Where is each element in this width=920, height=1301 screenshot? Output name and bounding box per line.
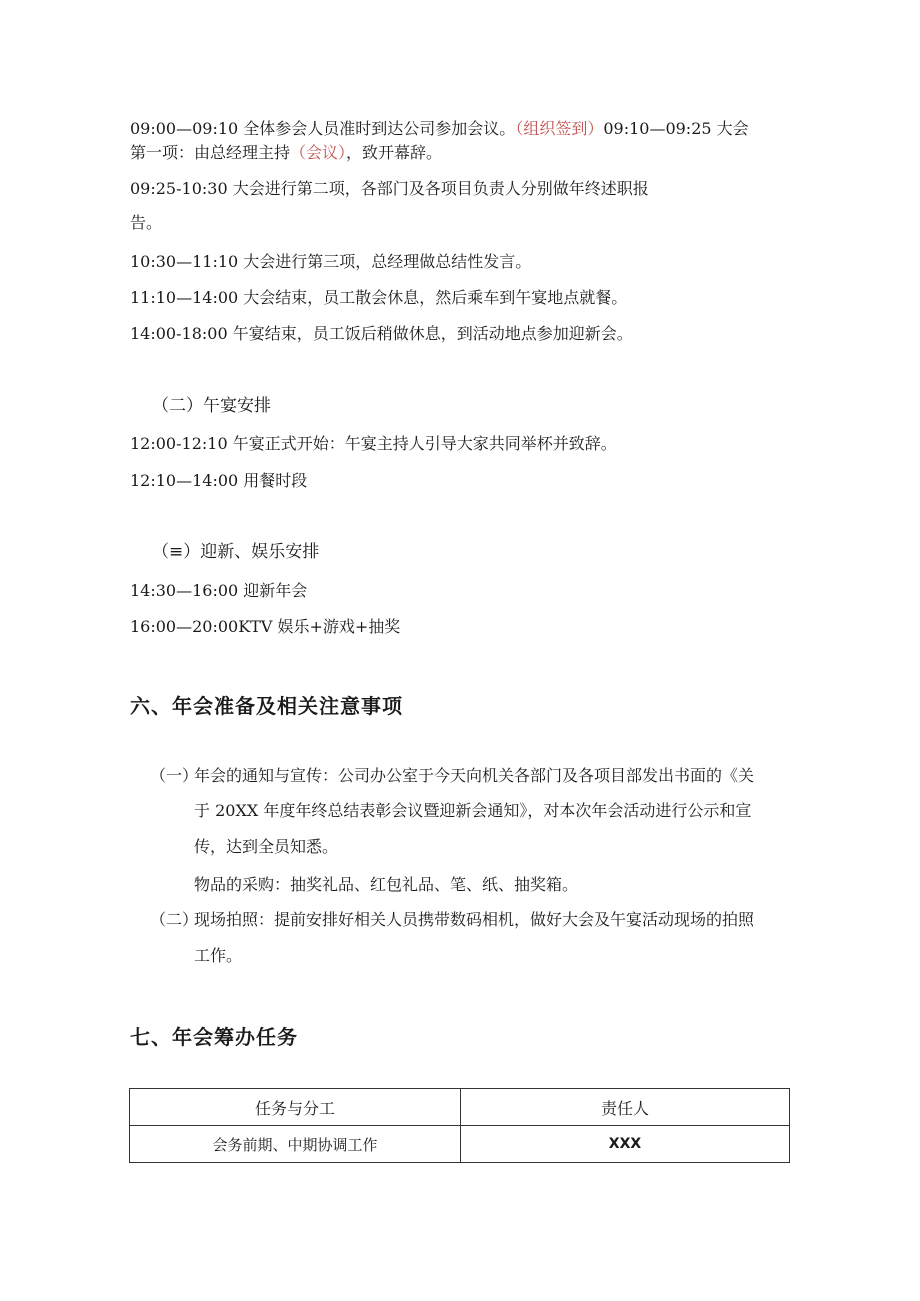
table-header-row (130, 1089, 790, 1126)
schedule-line-1: 09:00—09:10 全体参会人员准时到达公司参加会议。（组织签到）09:10—09:25 大会 (130, 119, 749, 138)
item-2-number: （二） (150, 910, 199, 929)
lunch-subheading: （二）午宴安排 (152, 396, 271, 416)
sign-in-note: （组织签到） (515, 119, 604, 138)
schedule-line-4: 告。 (130, 213, 163, 232)
meeting-note: （会议） (290, 143, 347, 162)
task-table (129, 1088, 790, 1163)
schedule-line-7: 14:00-18:00 午宴结束，员工饭后稍做休息，到活动地点参加迎新会。 (130, 324, 633, 343)
item-2-line-1: 现场拍照：提前安排好相关人员携带数码相机，做好大会及午宴活动现场的拍照 (194, 910, 755, 929)
entertain-line-1: 14:30—16:00 迎新年会 (130, 581, 308, 600)
item-1-line-2: 于 20XX 年度年终总结表彰会议暨迎新会通知》，对本次年会活动进行公示和宣 (194, 801, 752, 820)
schedule-line-2: 第一项：由总经理主持（会议），致开幕辞。 (130, 143, 443, 162)
section-7-heading: 七、年会筹办任务 (130, 1025, 298, 1049)
schedule-line-3: 09:25-10:30 大会进行第二项，各部门及各项目负责人分别做年终述职报 (130, 179, 649, 198)
lunch-line-1: 12:00-12:10 午宴正式开始：午宴主持人引导大家共同举杯并致辞。 (130, 434, 617, 453)
item-1-number: （一） (150, 766, 199, 785)
schedule-line-6: 11:10—14:00 大会结束，员工散会休息，然后乘车到午宴地点就餐。 (130, 288, 628, 307)
item-1-line-3: 传，达到全员知悉。 (194, 837, 339, 856)
item-1-line-1: 年会的通知与宣传：公司办公室于今天向机关各部门及各项目部发出书面的《关 (194, 766, 755, 785)
entertain-line-2: 16:00—20:00KTV 娱乐+游戏+抽奖 (130, 617, 401, 636)
section-6-heading: 六、年会准备及相关注意事项 (130, 694, 403, 718)
owner-cell: XXX (461, 1126, 790, 1163)
schedule-line-5: 10:30—11:10 大会进行第三项，总经理做总结性发言。 (130, 252, 532, 271)
header-owner: 责任人 (461, 1089, 790, 1126)
task-cell: 会务前期、中期协调工作 (130, 1126, 461, 1163)
lunch-line-2: 12:10—14:00 用餐时段 (130, 471, 308, 490)
item-1-line-4: 物品的采购：抽奖礼品、红包礼品、笔、纸、抽奖箱。 (194, 875, 579, 894)
entertain-subheading: （≡）迎新、娱乐安排 (152, 542, 320, 562)
table-row (130, 1126, 790, 1163)
item-2-line-2: 工作。 (194, 946, 243, 965)
header-task: 任务与分工 (130, 1089, 461, 1126)
